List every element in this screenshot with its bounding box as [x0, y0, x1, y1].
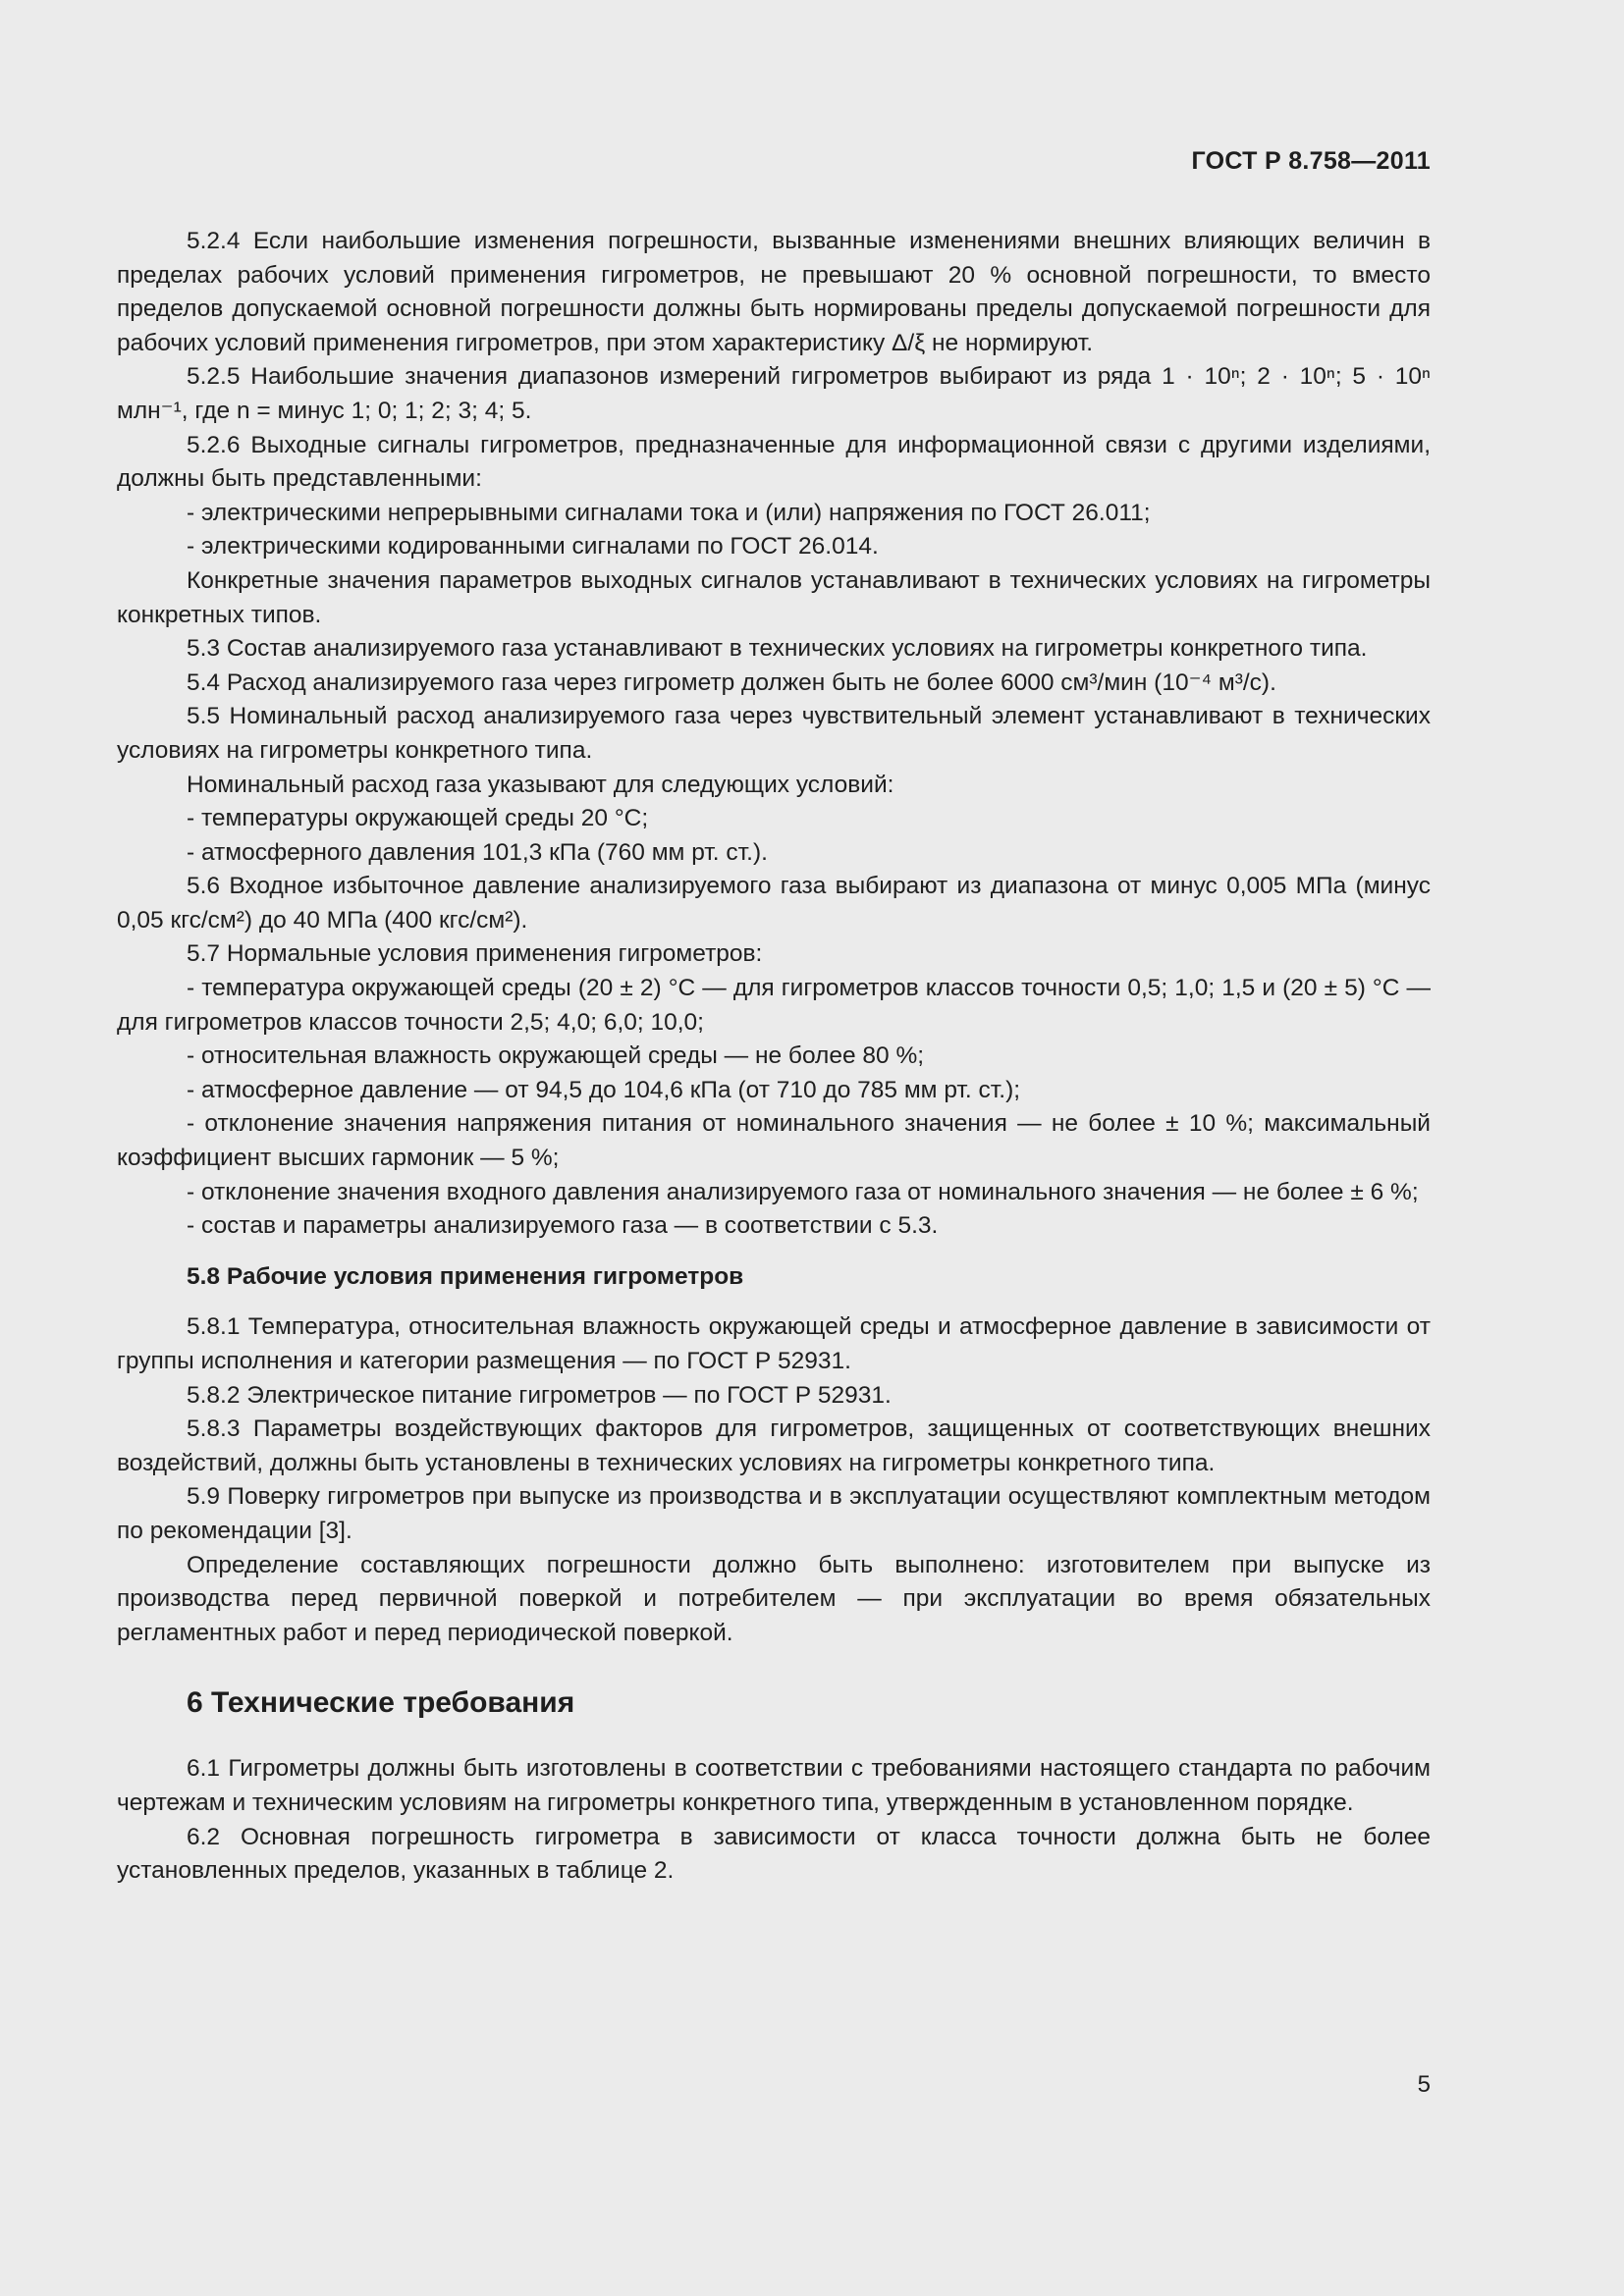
paragraph-5-2-5: 5.2.5 Наибольшие значения диапазонов измерений гигрометров выбирают из ряда 1 · 10ⁿ; 2 · 10ⁿ; 5 · 10ⁿ млн⁻¹, где n = минус 1; 0; 1; 2; 3; 4; 5.	[117, 363, 1431, 424]
section-heading-6: 6 Технические требования	[187, 1686, 575, 1720]
subheading-5-8: 5.8 Рабочие условия применения гигрометров	[187, 1262, 744, 1290]
list-item: - состав и параметры анализируемого газа — в соответствии с 5.3.	[187, 1212, 939, 1240]
paragraph: Номинальный расход газа указывают для следующих условий:	[187, 771, 894, 798]
list-item: - электрическими кодированными сигналами по ГОСТ 26.014.	[187, 533, 879, 561]
list-item: - атмосферного давления 101,3 кПа (760 мм рт. ст.).	[187, 838, 768, 866]
paragraph-6-1: 6.1 Гигрометры должны быть изготовлены в соответствии с требованиями настоящего стандарта по рабочим чертежам и техническим условиям на гигрометры конкретного типа, утвержденным в установленном порядке.	[117, 1755, 1431, 1816]
list-item: - отклонение значения входного давления анализируемого газа от номинального значения — не более ± 6 %;	[187, 1178, 1419, 1205]
document-header: ГОСТ Р 8.758—2011	[1191, 147, 1431, 175]
paragraph-5-3: 5.3 Состав анализируемого газа устанавливают в технических условиях на гигрометры конкретного типа.	[187, 635, 1368, 663]
paragraph-5-2-6: 5.2.6 Выходные сигналы гигрометров, предназначенные для информационной связи с другими изделиями, должны быть представленными:	[117, 431, 1431, 493]
list-item: - атмосферное давление — от 94,5 до 104,6 кПа (от 710 до 785 мм рт. ст.);	[187, 1076, 1021, 1103]
paragraph-5-9: 5.9 Поверку гигрометров при выпуске из производства и в эксплуатации осуществляют комплектным методом по рекомендации [3].	[117, 1483, 1431, 1544]
list-item: - температура окружающей среды (20 ± 2) °С — для гигрометров классов точности 0,5; 1,0; 1,5 и (20 ± 5) °С — для гигрометров классов точности 2,5; 4,0; 6,0; 10,0;	[117, 975, 1431, 1036]
list-item: - относительная влажность окружающей среды — не более 80 %;	[187, 1042, 925, 1070]
paragraph-5-2-4: 5.2.4 Если наибольшие изменения погрешности, вызванные изменениями внешних влияющих величин в пределах рабочих условий применения гигрометров, не превышают 20 % основной погрешности, то вместо пределов допускаемой основной погрешности должны быть нормированы пределы допускаемой погрешности для рабочих условий применения гигрометров, при этом характеристику Δ/ξ не нормируют.	[117, 228, 1431, 356]
list-item: - отклонение значения напряжения питания от номинального значения — не более ± 10 %; максимальный коэффициент высших гармоник — 5 %;	[117, 1110, 1431, 1172]
list-item: - температуры окружающей среды 20 °С;	[187, 805, 649, 832]
paragraph-5-8-3: 5.8.3 Параметры воздействующих факторов для гигрометров, защищенных от соответствующих внешних воздействий, должны быть установлены в технических условиях на гигрометры конкретного типа.	[117, 1415, 1431, 1476]
document-body	[117, 225, 1431, 1889]
paragraph-5-5: 5.5 Номинальный расход анализируемого газа через чувствительный элемент устанавливают в технических условиях на гигрометры конкретного типа.	[117, 703, 1431, 764]
paragraph-6-2: 6.2 Основная погрешность гигрометра в зависимости от класса точности должна быть не более установленных пределов, указанных в таблице 2.	[117, 1823, 1431, 1885]
paragraph-5-6: 5.6 Входное избыточное давление анализируемого газа выбирают из диапазона от минус 0,005 МПа (минус 0,05 кгс/см²) до 40 МПа (400 кгс/см²).	[117, 873, 1431, 934]
list-item: - электрическими непрерывными сигналами тока и (или) напряжения по ГОСТ 26.011;	[187, 499, 1151, 526]
paragraph: Конкретные значения параметров выходных сигналов устанавливают в технических условиях на гигрометры конкретных типов.	[117, 566, 1431, 628]
paragraph: Определение составляющих погрешности должно быть выполнено: изготовителем при выпуске из производства перед первичной поверкой и потребителем — при эксплуатации во время обязательных регламентных работ и перед периодической поверкой.	[117, 1551, 1431, 1646]
paragraph-5-7: 5.7 Нормальные условия применения гигрометров:	[187, 940, 763, 968]
page-number: 5	[1417, 2071, 1431, 2098]
paragraph-5-8-2: 5.8.2 Электрическое питание гигрометров — по ГОСТ Р 52931.	[187, 1381, 892, 1409]
paragraph-5-4: 5.4 Расход анализируемого газа через гигрометр должен быть не более 6000 см³/мин (10⁻⁴ м³/с).	[187, 668, 1276, 696]
paragraph-5-8-1: 5.8.1 Температура, относительная влажность окружающей среды и атмосферное давление в зависимости от группы исполнения и категории размещения — по ГОСТ Р 52931.	[117, 1313, 1431, 1374]
document-page	[117, 0, 1431, 2296]
